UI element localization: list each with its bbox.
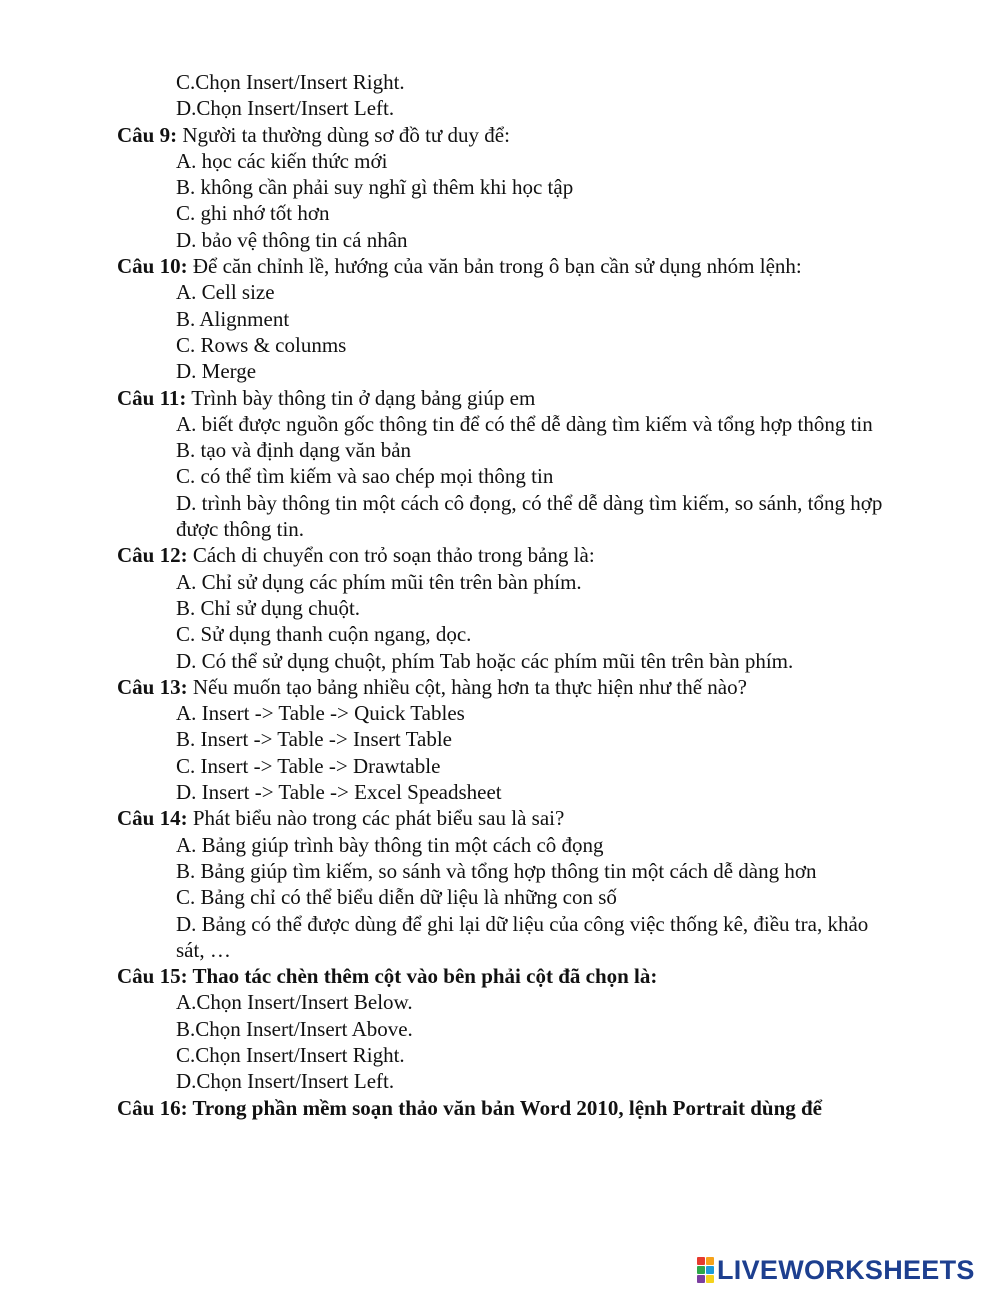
question-number: Câu 15: xyxy=(117,964,188,989)
question-number: Câu 10: xyxy=(117,254,188,279)
option-a: A. học các kiến thức mới xyxy=(176,148,388,173)
logo-tile xyxy=(706,1257,714,1265)
worksheet-document xyxy=(0,69,1000,1121)
logo-tile xyxy=(706,1275,714,1283)
question-text: Trong phần mềm soạn thảo văn bản Word 2010, lệnh Portrait dùng để xyxy=(187,1095,822,1120)
question-13 xyxy=(0,674,1000,700)
option-d: D. trình bày thông tin một cách cô đọng, có thể dễ dàng tìm kiếm, so sánh, tổng hợp được thông tin. xyxy=(176,490,883,542)
liveworksheets-mark-icon xyxy=(697,1257,714,1283)
question-10 xyxy=(0,253,1000,279)
option-c: C. Rows & colunms xyxy=(176,332,347,357)
question-text: Để căn chỉnh lề, hướng của văn bản trong ô bạn cần sử dụng nhóm lệnh: xyxy=(187,254,802,279)
option-c: C. Insert -> Table -> Drawtable xyxy=(176,753,441,778)
option-a: A. Insert -> Table -> Quick Tables xyxy=(176,701,465,726)
question-12 xyxy=(0,542,1000,568)
option-a: A. Chỉ sử dụng các phím mũi tên trên bàn phím. xyxy=(176,569,582,594)
option-b: B.Chọn Insert/Insert Above. xyxy=(176,1016,413,1041)
question-14 xyxy=(0,805,1000,831)
question-number: Câu 12: xyxy=(117,543,188,568)
option-a: A. Bảng giúp trình bày thông tin một cách cô đọng xyxy=(176,832,604,857)
question-number: Câu 16: xyxy=(117,1095,188,1120)
question-text: Người ta thường dùng sơ đồ tư duy để: xyxy=(177,122,510,147)
logo-tile xyxy=(697,1266,705,1274)
logo-text: LIVEWORKSHEETS xyxy=(717,1254,975,1285)
question-text: Cách di chuyển con trỏ soạn thảo trong bảng là: xyxy=(187,543,595,568)
option-b: B. không cần phải suy nghĩ gì thêm khi học tập xyxy=(176,175,574,200)
question-text: Thao tác chèn thêm cột vào bên phải cột đã chọn là: xyxy=(187,964,658,989)
question-11 xyxy=(0,385,1000,411)
option-d: D. Bảng có thể được dùng để ghi lại dữ liệu của công việc thống kê, điều tra, khảo sát, … xyxy=(176,911,869,962)
logo-tile xyxy=(706,1266,714,1274)
liveworksheets-logo xyxy=(697,1255,975,1285)
option-d: D. Có thể sử dụng chuột, phím Tab hoặc các phím mũi tên trên bàn phím. xyxy=(176,648,794,673)
question-15 xyxy=(0,963,1000,989)
question-number: Câu 11: xyxy=(117,385,187,410)
option-a: A.Chọn Insert/Insert Below. xyxy=(176,990,413,1015)
option-c: C. Bảng chỉ có thể biểu diễn dữ liệu là những con số xyxy=(176,885,617,910)
option-a: A. Cell size xyxy=(176,280,275,305)
option-c: C. ghi nhớ tốt hơn xyxy=(176,201,330,226)
option-b: B. Bảng giúp tìm kiếm, so sánh và tổng hợp thông tin một cách dễ dàng hơn xyxy=(176,858,817,883)
question-number: Câu 9: xyxy=(117,122,178,147)
prev-option-d: D.Chọn Insert/Insert Left. xyxy=(176,96,395,121)
option-d: D. Insert -> Table -> Excel Speadsheet xyxy=(176,780,502,805)
question-text: Trình bày thông tin ở dạng bảng giúp em xyxy=(186,385,536,410)
question-text: Nếu muốn tạo bảng nhiều cột, hàng hơn ta thực hiện như thế nào? xyxy=(187,674,747,699)
option-c: C. Sử dụng thanh cuộn ngang, dọc. xyxy=(176,622,472,647)
question-9 xyxy=(0,122,1000,148)
logo-tile xyxy=(697,1275,705,1283)
prev-option-c: C.Chọn Insert/Insert Right. xyxy=(176,70,405,94)
option-a: A. biết được nguồn gốc thông tin để có thể dễ dàng tìm kiếm và tổng hợp thông tin xyxy=(176,411,873,436)
question-text: Phát biểu nào trong các phát biểu sau là sai? xyxy=(187,806,565,831)
option-c: C.Chọn Insert/Insert Right. xyxy=(176,1042,405,1067)
option-c: C. có thể tìm kiếm và sao chép mọi thông tin xyxy=(176,464,554,489)
option-b: B. Alignment xyxy=(176,306,290,331)
option-d: D. bảo vệ thông tin cá nhân xyxy=(176,227,408,252)
logo-tile xyxy=(697,1257,705,1265)
question-number: Câu 13: xyxy=(117,674,188,699)
option-d: D. Merge xyxy=(176,359,257,384)
option-d: D.Chọn Insert/Insert Left. xyxy=(176,1069,395,1094)
question-16 xyxy=(0,1095,877,1121)
option-b: B. tạo và định dạng văn bản xyxy=(176,438,412,463)
option-b: B. Chỉ sử dụng chuột. xyxy=(176,595,361,620)
option-b: B. Insert -> Table -> Insert Table xyxy=(176,727,452,752)
question-number: Câu 14: xyxy=(117,806,188,831)
